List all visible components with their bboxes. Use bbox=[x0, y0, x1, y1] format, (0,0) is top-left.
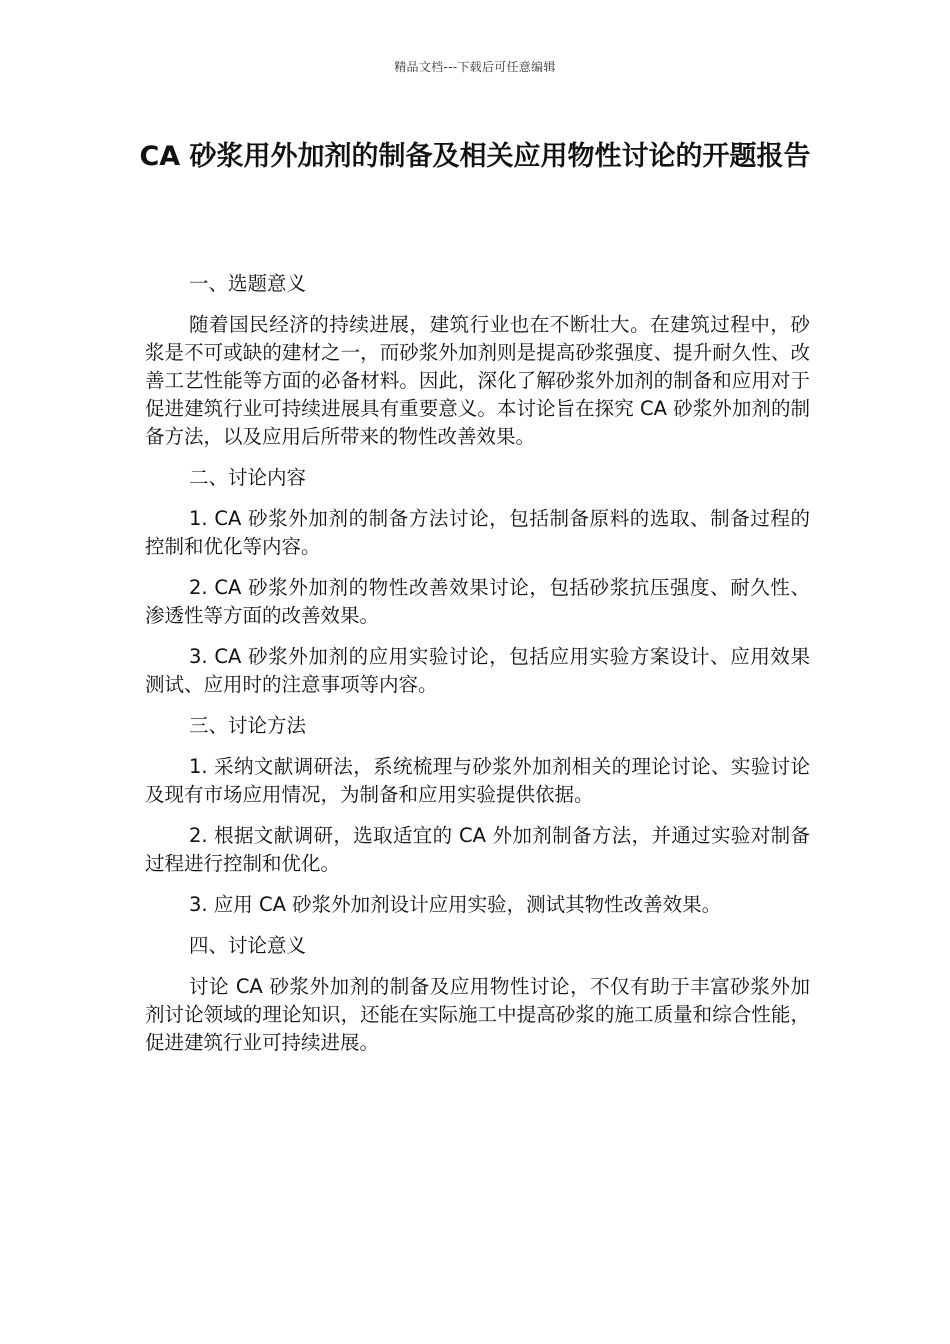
document-title: CA 砂浆用外加剂的制备及相关应用物性讨论的开题报告 bbox=[139, 141, 811, 172]
document-body bbox=[145, 270, 810, 1070]
section-heading-meaning: 四、讨论意义 bbox=[189, 934, 307, 957]
list-item: 1. CA 砂浆外加剂的制备方法讨论，包括制备原料的选取、制备过程的控制和优化等内容。 bbox=[145, 507, 810, 558]
header-note: 精品文档---下载后可任意编辑 bbox=[394, 60, 556, 74]
list-item: 3. 应用 CA 砂浆外加剂设计应用实验，测试其物性改善效果。 bbox=[189, 893, 722, 916]
paragraph: 随着国民经济的持续进展，建筑行业也在不断壮大。在建筑过程中，砂浆是不可或缺的建材之一，而砂浆外加剂则是提高砂浆强度、提升耐久性、改善工艺性能等方面的必备材料。因此，深化了解砂浆外加剂的制备和应用对于促进建筑行业可持续进展具有重要意义。本讨论旨在探究 CA 砂浆外加剂的制备方法，以及应用后所带来的物性改善效果。 bbox=[145, 313, 810, 448]
list-item: 1. 采纳文献调研法，系统梳理与砂浆外加剂相关的理论讨论、实验讨论及现有市场应用情况，为制备和应用实验提供依据。 bbox=[145, 755, 810, 806]
paragraph: 讨论 CA 砂浆外加剂的制备及应用物性讨论，不仅有助于丰富砂浆外加剂讨论领域的理论知识，还能在实际施工中提高砂浆的施工质量和综合性能，促进建筑行业可持续进展。 bbox=[145, 975, 810, 1054]
list-item: 2. CA 砂浆外加剂的物性改善效果讨论，包括砂浆抗压强度、耐久性、渗透性等方面的改善效果。 bbox=[145, 576, 810, 627]
list-item: 2. 根据文献调研，选取适宜的 CA 外加剂制备方法，并通过实验对制备过程进行控制和优化。 bbox=[145, 824, 810, 875]
section-heading-methods: 三、讨论方法 bbox=[189, 714, 307, 737]
section-heading-content: 二、讨论内容 bbox=[189, 466, 307, 489]
list-item: 3. CA 砂浆外加剂的应用实验讨论，包括应用实验方案设计、应用效果测试、应用时的注意事项等内容。 bbox=[145, 645, 810, 696]
section-heading-significance: 一、选题意义 bbox=[189, 272, 307, 295]
